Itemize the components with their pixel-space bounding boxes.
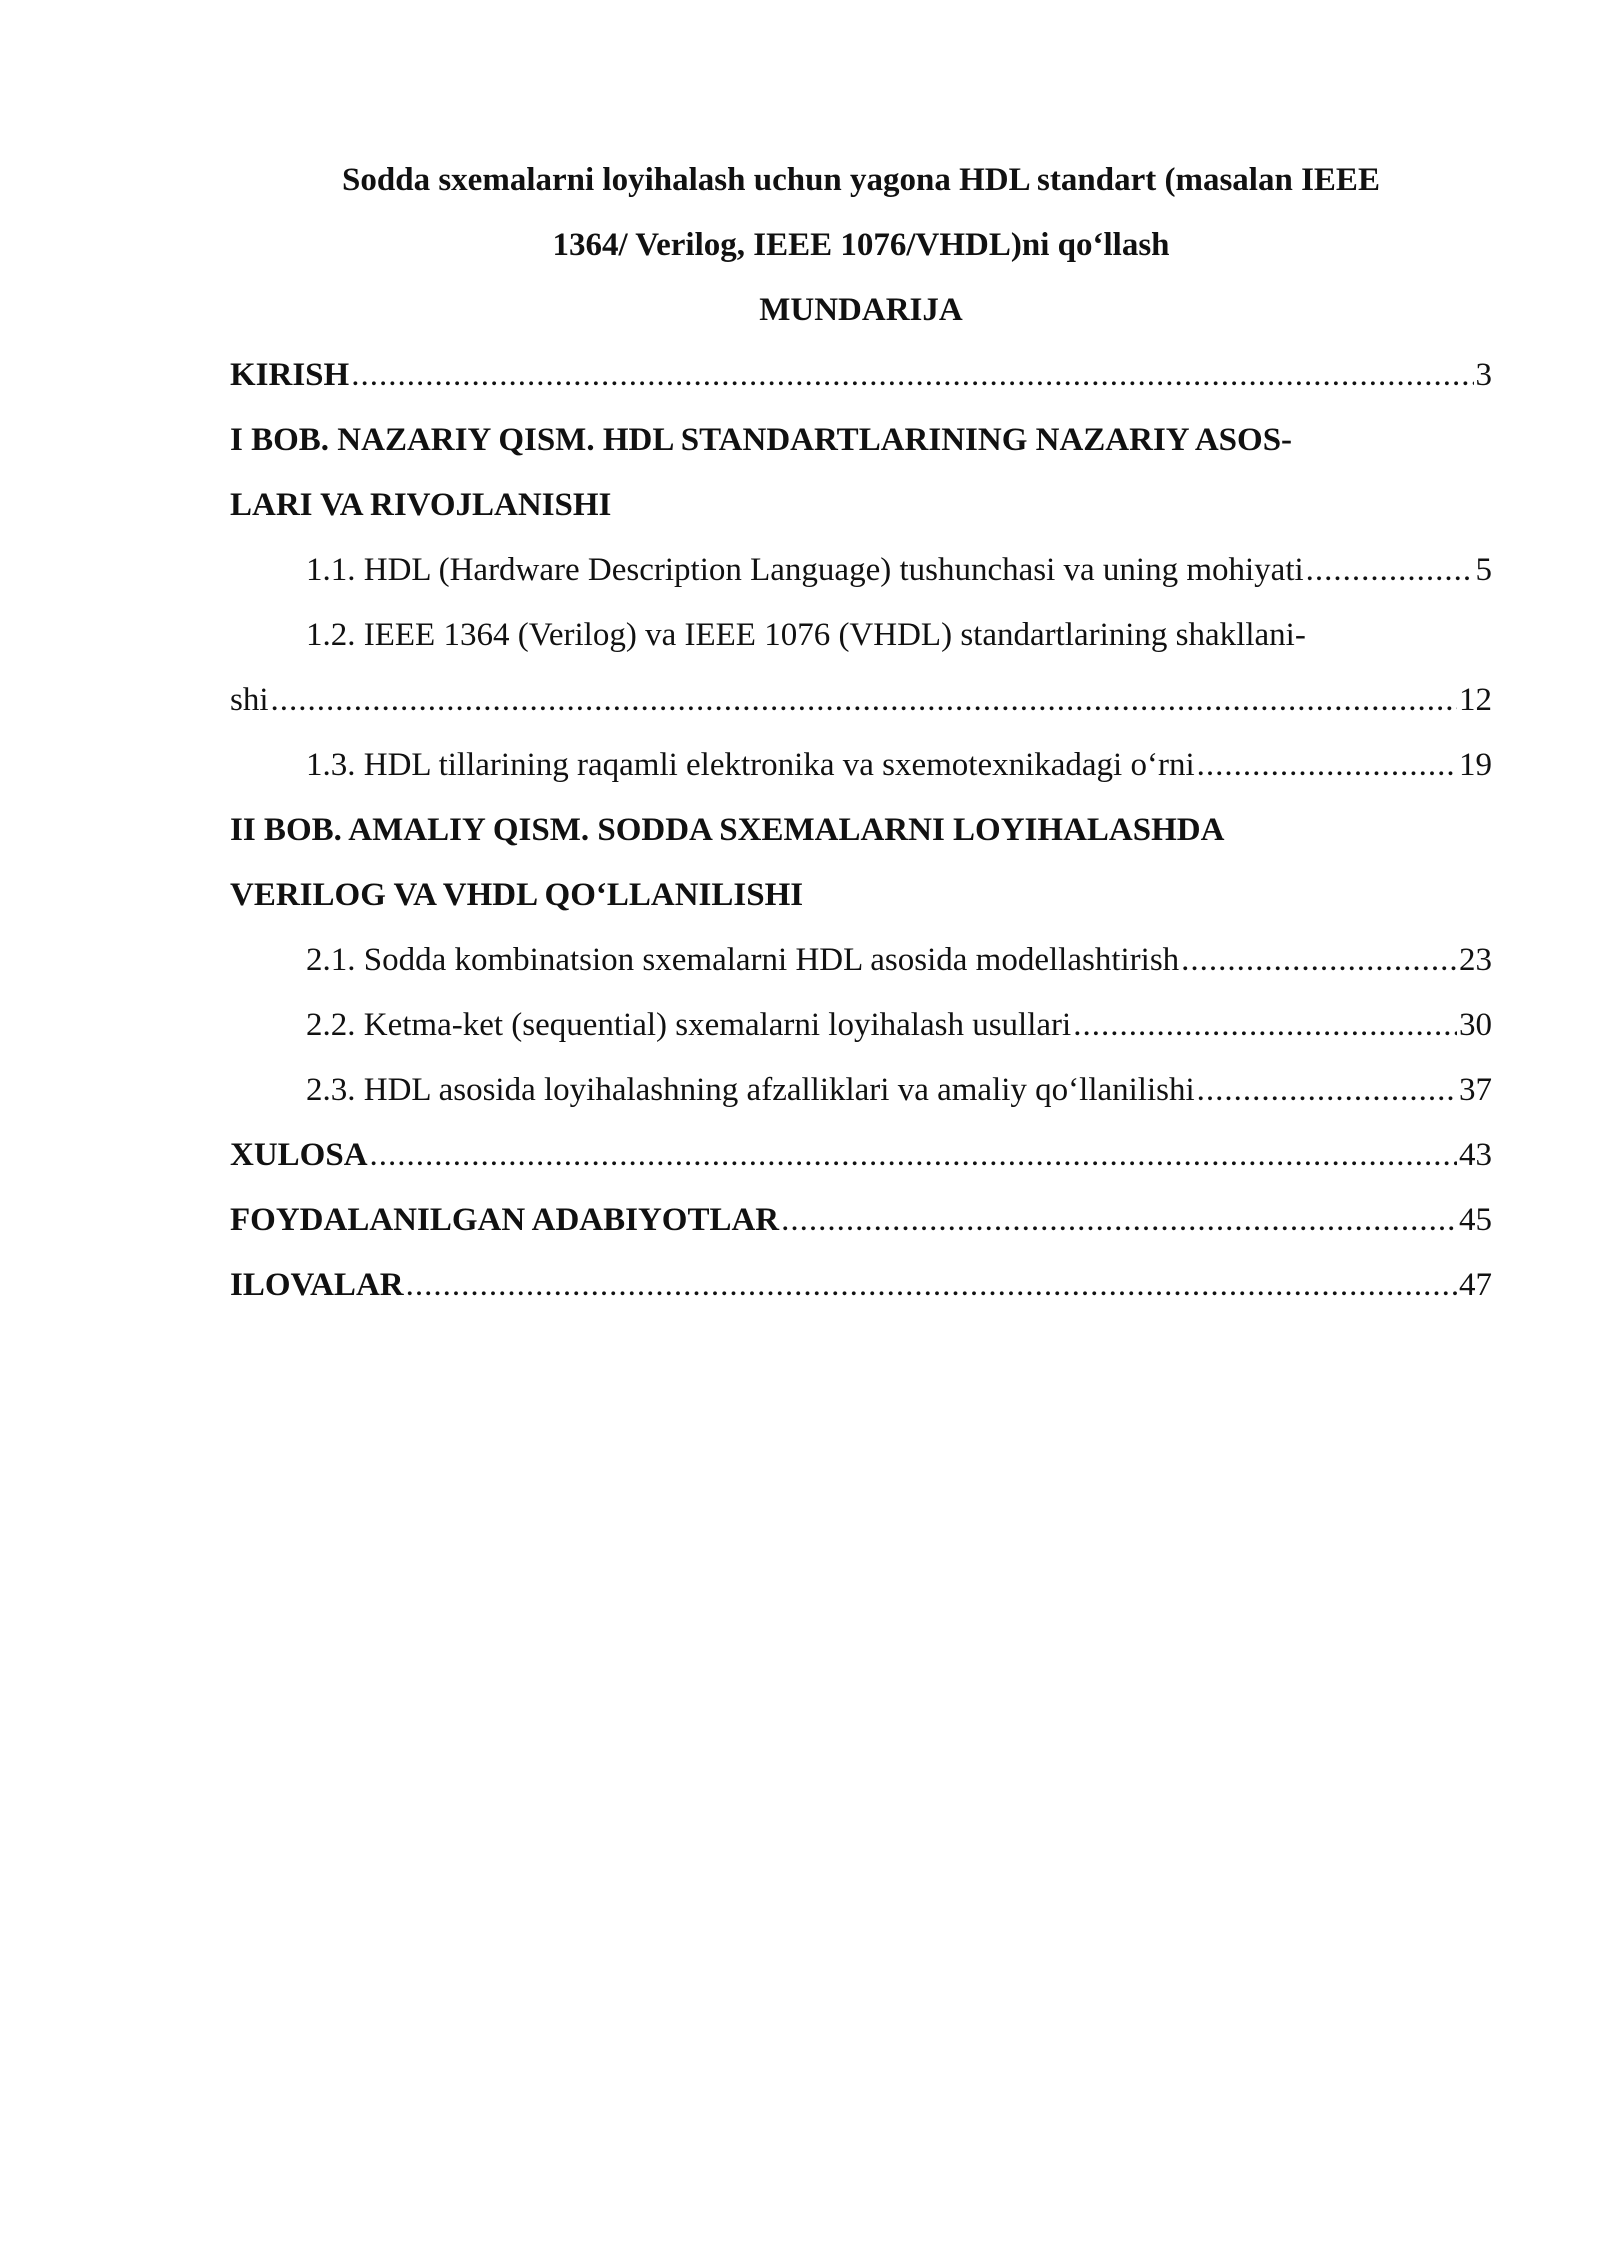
toc-chapter-1-line-2: LARI VA RIVOJLANISHI xyxy=(230,487,612,523)
toc-entry-section-1-2-line-1: 1.2. IEEE 1364 (Verilog) va IEEE 1076 (VHDL) standartlarining shakllani- xyxy=(306,617,1306,653)
toc-entry-conclusion xyxy=(230,1123,1492,1188)
toc-entry-section-2-2 xyxy=(230,993,1492,1058)
document-title-line-1: Sodda sxemalarni loyihalash uchun yagona HDL standart (masalan IEEE xyxy=(342,162,1380,198)
contents-heading: MUNDARIJA xyxy=(759,292,963,328)
toc-chapter-2-line-1: II BOB. AMALIY QISM. SODDA SXEMALARNI LOYIHALASHDA xyxy=(230,812,1225,848)
toc-page-number: 19 xyxy=(1459,747,1492,783)
toc-page-number: 5 xyxy=(1475,552,1492,588)
toc-dot-leader xyxy=(406,1253,1457,1318)
toc-entry-label: 2.2. Ketma-ket (sequential) sxemalarni loyihalash usullari xyxy=(306,1007,1072,1043)
table-of-contents xyxy=(230,343,1492,1318)
page-content xyxy=(230,148,1492,1318)
document-title-line-2: 1364/ Verilog, IEEE 1076/VHDL)ni qo‘llash xyxy=(552,227,1170,263)
toc-page-number: 37 xyxy=(1459,1072,1492,1108)
toc-entry-section-2-1 xyxy=(230,928,1492,993)
toc-entry-section-1-3 xyxy=(230,733,1492,798)
toc-page-number: 45 xyxy=(1459,1202,1492,1238)
toc-chapter-2-line-2: VERILOG VA VHDL QO‘LLANILISHI xyxy=(230,877,804,913)
toc-entry-appendices xyxy=(230,1253,1492,1318)
toc-page-number: 23 xyxy=(1459,942,1492,978)
toc-dot-leader xyxy=(781,1188,1457,1253)
toc-page-number: 30 xyxy=(1459,1007,1492,1043)
toc-dot-leader xyxy=(1073,993,1457,1058)
toc-entry-label: shi xyxy=(230,682,269,718)
toc-dot-leader xyxy=(1306,538,1474,603)
toc-entry-label: XULOSA xyxy=(230,1137,368,1173)
toc-page-number: 12 xyxy=(1459,682,1492,718)
toc-dot-leader xyxy=(271,668,1457,733)
document-title xyxy=(230,148,1492,278)
toc-dot-leader xyxy=(1181,928,1457,993)
toc-dot-leader xyxy=(370,1123,1457,1188)
toc-dot-leader xyxy=(1197,733,1457,798)
toc-entry-label: ILOVALAR xyxy=(230,1267,404,1303)
toc-entry-intro xyxy=(230,343,1492,408)
toc-page-number: 43 xyxy=(1459,1137,1492,1173)
toc-entry-references xyxy=(230,1188,1492,1253)
toc-entry-label: 2.1. Sodda kombinatsion sxemalarni HDL asosida modellashtirish xyxy=(306,942,1180,978)
toc-dot-leader xyxy=(351,343,1473,408)
toc-entry-label: 2.3. HDL asosida loyihalashning afzalliklari va amaliy qo‘llanilishi xyxy=(306,1072,1195,1108)
toc-page-number: 3 xyxy=(1475,357,1492,393)
toc-entry-section-1-1 xyxy=(230,538,1492,603)
toc-entry-label: KIRISH xyxy=(230,357,350,393)
toc-page-number: 47 xyxy=(1459,1267,1492,1303)
toc-chapter-1-line-1: I BOB. NAZARIY QISM. HDL STANDARTLARINING NAZARIY ASOS- xyxy=(230,422,1293,458)
toc-entry-label: 1.3. HDL tillarining raqamli elektronika va sxemotexnikadagi o‘rni xyxy=(306,747,1195,783)
toc-dot-leader xyxy=(1197,1058,1457,1123)
toc-entry-label: 1.1. HDL (Hardware Description Language) tushunchasi va uning mohiyati xyxy=(306,552,1304,588)
toc-entry-section-2-3 xyxy=(230,1058,1492,1123)
toc-entry-label: FOYDALANILGAN ADABIYOTLAR xyxy=(230,1202,780,1238)
toc-entry-section-1-2-line-2 xyxy=(230,668,1492,733)
